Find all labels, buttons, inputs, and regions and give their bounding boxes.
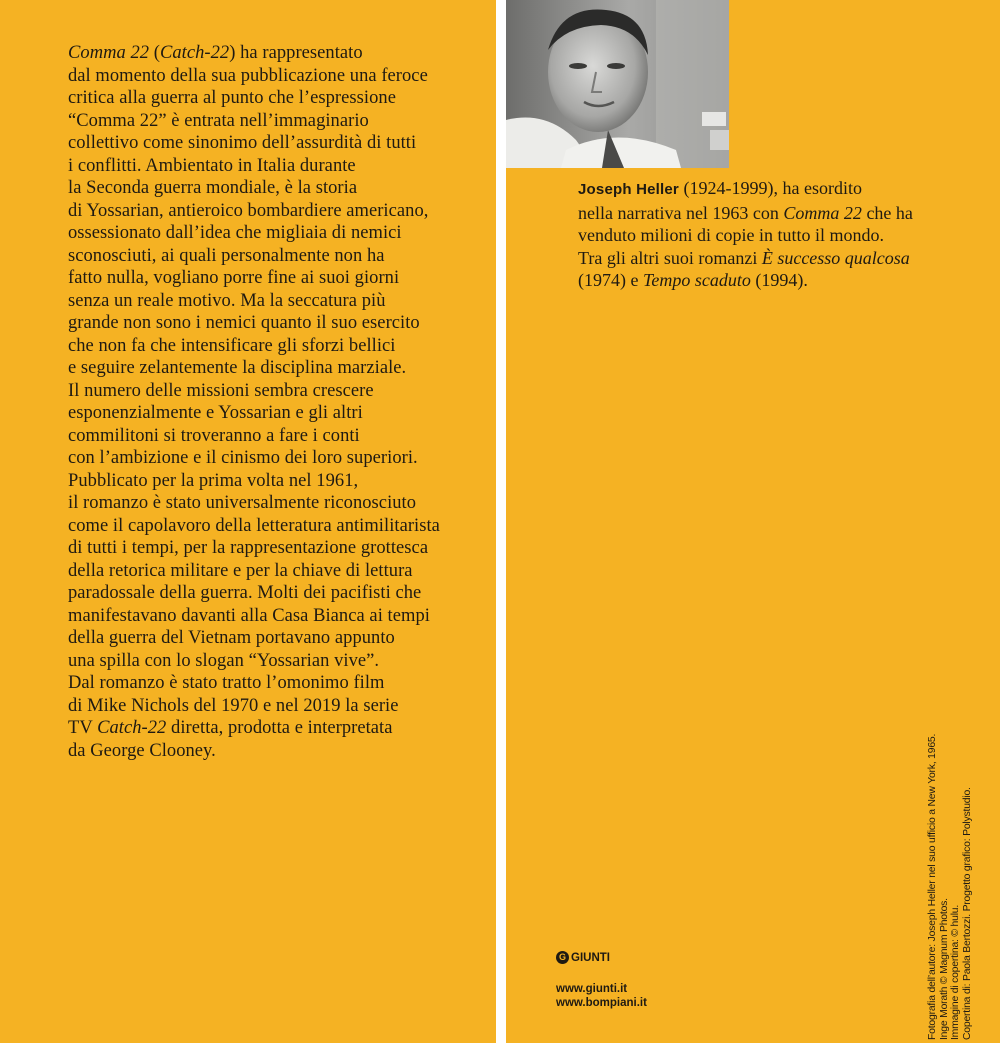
synopsis-line	[68, 402, 498, 425]
synopsis-line	[68, 312, 498, 335]
text-run: “Comma 22” è entrata nell’immaginario	[68, 110, 369, 131]
text-run: manifestavano davanti alla Casa Bianca ai tempi	[68, 605, 430, 626]
synopsis-line	[68, 470, 498, 493]
text-run: grande non sono i nemici quanto il suo esercito	[68, 313, 420, 333]
synopsis-line	[68, 245, 498, 268]
text-run: Tra gli altri suoi romanzi	[578, 247, 762, 268]
author-bio	[578, 177, 978, 292]
synopsis-line	[68, 42, 498, 65]
author-portrait-image	[506, 0, 729, 168]
book-title: Tempo scaduto	[642, 270, 751, 290]
credit-line: Copertina di: Paola Bertozzi. Progetto grafico: Polystudio.	[961, 787, 973, 1040]
text-run: paradossale della guerra. Molti dei pacifisti che	[68, 583, 422, 603]
synopsis-line	[68, 515, 498, 538]
synopsis-line	[68, 425, 498, 448]
synopsis-line	[68, 267, 498, 290]
text-run: con l’ambizione e il cinismo dei loro superiori.	[68, 448, 418, 468]
website-bompiani: www.bompiani.it	[556, 997, 647, 1009]
text-run: senza un reale motivo. Ma la seccatura più	[68, 290, 386, 311]
text-run: (1924-1999), ha esordito	[678, 178, 862, 198]
synopsis-line	[68, 110, 498, 133]
text-run: della guerra del Vietnam portavano appunto	[68, 628, 395, 648]
synopsis-line	[68, 717, 498, 740]
credit-line: Immagine di copertina: © hulu.	[950, 904, 961, 1040]
synopsis-line	[68, 335, 498, 358]
text-run: TV	[68, 718, 98, 738]
text-run: Pubblicato per la prima volta nel 1961,	[68, 470, 359, 491]
text-run: da George Clooney.	[68, 740, 216, 761]
synopsis-line	[68, 87, 498, 110]
synopsis-line	[68, 65, 498, 88]
text-run: critica alla guerra al punto che l’espressione	[68, 88, 396, 108]
bio-line	[578, 224, 978, 247]
synopsis-line	[68, 177, 498, 200]
website-giunti: www.giunti.it	[556, 983, 628, 995]
bio-line	[578, 177, 978, 202]
photo-credits	[927, 680, 973, 1040]
text-run: diretta, prodotta e interpretata	[166, 718, 393, 738]
synopsis-line	[68, 200, 498, 223]
text-run: una spilla con lo slogan “Yossarian vive”.	[68, 650, 380, 671]
text-run: (1974) e	[578, 270, 643, 290]
text-run: commilitoni si troveranno a fare i conti	[68, 425, 360, 446]
synopsis-line	[68, 627, 498, 650]
credit-line: Fotografia dell’autore: Joseph Heller nel suo ufficio a New York, 1965.	[927, 733, 938, 1040]
giunti-logo-icon: G	[556, 951, 569, 964]
text-run: che ha	[861, 202, 913, 223]
book-title: Catch-22	[97, 718, 167, 738]
synopsis-line	[68, 447, 498, 470]
text-run: fatto nulla, vogliano porre fine ai suoi giorni	[68, 268, 400, 288]
synopsis-line	[68, 492, 498, 515]
text-run: i conflitti. Ambientato in Italia durante	[68, 155, 356, 176]
synopsis-line	[68, 132, 498, 155]
synopsis-line	[68, 740, 498, 763]
text-run: come il capolavoro della letteratura antimilitarista	[68, 515, 440, 536]
text-run: (	[149, 43, 160, 63]
bio-line	[578, 247, 978, 270]
bio-line	[578, 269, 978, 292]
synopsis-line	[68, 380, 498, 403]
synopsis-line	[68, 582, 498, 605]
text-run: di Mike Nichols del 1970 e nel 2019 la serie	[68, 695, 399, 716]
publisher-websites	[556, 982, 647, 1010]
author-photo	[506, 0, 729, 168]
author-name: Joseph Heller	[578, 181, 679, 198]
synopsis-line	[68, 357, 498, 380]
text-run: e seguire zelantemente la disciplina marziale.	[68, 358, 407, 378]
credit-line: Inge Morath © Magnum Photos.	[938, 898, 950, 1040]
publisher-logo	[556, 951, 610, 964]
synopsis-line	[68, 650, 498, 673]
book-title: Catch-22	[159, 43, 230, 63]
book-title: Comma 22	[783, 202, 862, 223]
text-run: di tutti i tempi, per la rappresentazione grottesca	[68, 538, 429, 558]
text-run: il romanzo è stato universalmente riconosciuto	[68, 493, 417, 513]
synopsis-line	[68, 537, 498, 560]
text-run: esponenzialmente e Yossarian e gli altri	[68, 403, 363, 423]
bio-line	[578, 202, 978, 225]
text-run: Il numero delle missioni sembra crescere	[68, 380, 374, 401]
text-run: ) ha rappresentato	[229, 43, 363, 63]
book-title: Comma 22	[68, 43, 150, 63]
text-run: nella narrativa nel 1963 con	[578, 202, 784, 223]
synopsis-line	[68, 222, 498, 245]
publisher-name: GIUNTI	[571, 951, 610, 964]
synopsis-line	[68, 605, 498, 628]
synopsis-line	[68, 695, 498, 718]
text-run: sconosciuti, ai quali personalmente non ha	[68, 245, 385, 266]
book-title: È successo qualcosa	[761, 247, 910, 268]
text-run: (1994).	[750, 270, 808, 290]
text-run: Dal romanzo è stato tratto l’omonimo film	[68, 673, 385, 693]
text-run: ossessionato dall’idea che migliaia di nemici	[68, 223, 402, 243]
text-run: venduto milioni di copie in tutto il mondo.	[578, 225, 884, 245]
text-run: della retorica militare e per la chiave di lettura	[68, 560, 413, 581]
text-run: dal momento della sua pubblicazione una feroce	[68, 65, 428, 86]
text-run: di Yossarian, antieroico bombardiere americano,	[68, 200, 429, 221]
book-synopsis	[68, 42, 498, 762]
text-run: che non fa che intensificare gli sforzi bellici	[68, 335, 396, 356]
text-run: la Seconda guerra mondiale, è la storia	[68, 178, 358, 198]
synopsis-line	[68, 560, 498, 583]
synopsis-line	[68, 672, 498, 695]
synopsis-line	[68, 290, 498, 313]
synopsis-line	[68, 155, 498, 178]
text-run: collettivo come sinonimo dell’assurdità di tutti	[68, 133, 417, 153]
